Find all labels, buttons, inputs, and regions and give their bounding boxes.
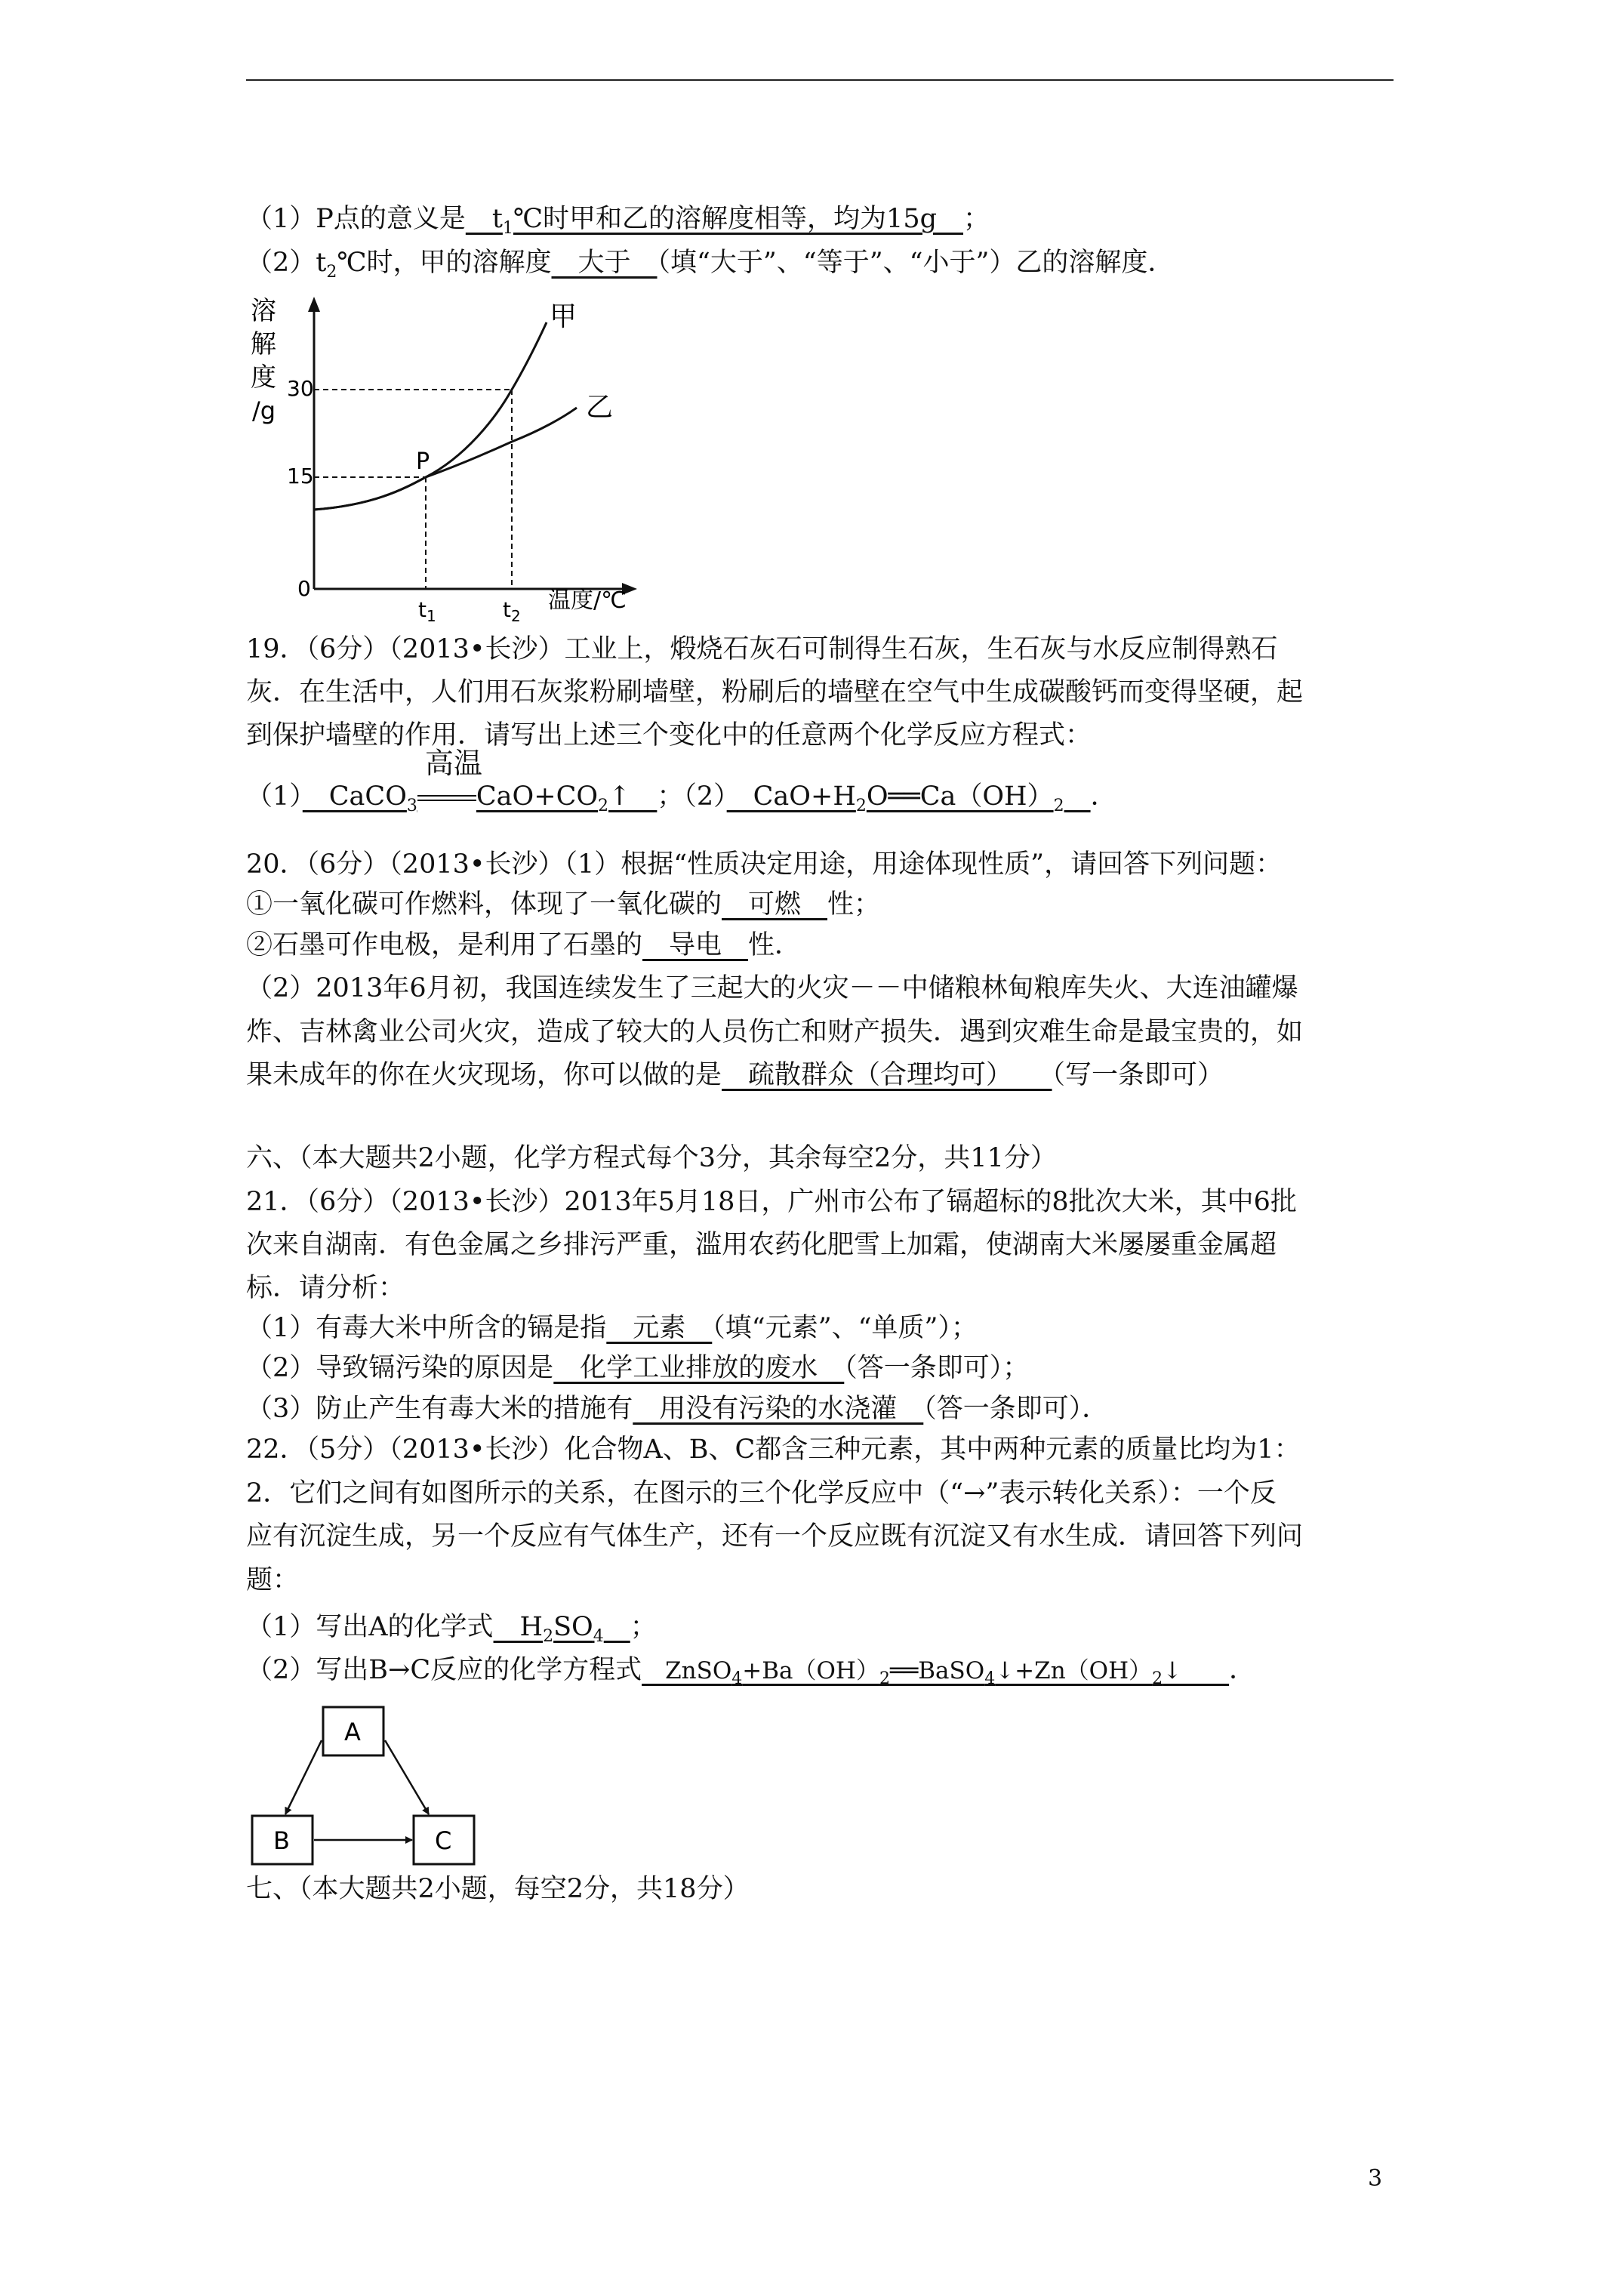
arrow-a-to-c bbox=[385, 1740, 429, 1814]
q21-line4: （1）有毒大米中所含的镉是指 元素 （填“元素”、“单质”）； bbox=[246, 1313, 978, 1343]
q19-equations: （1） CaCO$_3$ 高温 $CaO+CO_2↑$ ；（2） $CaO+H_2O══Ca(OH)_2$ ． bbox=[246, 747, 1117, 815]
q18-answer-2: 大于 bbox=[551, 248, 658, 278]
q20-line4: （2）2013年6月初，我国连续发生了三起大的火灾－－中储粮林甸粮库失火、大连油罐爆 bbox=[246, 973, 1298, 1003]
q19-line3: 到保护墙壁的作用．请写出上述三个变化中的任意两个化学反应方程式： bbox=[246, 720, 1092, 750]
box-a-label: A bbox=[344, 1718, 361, 1746]
ytick-15: 15 bbox=[287, 464, 314, 488]
condition-high-temp: 高温 bbox=[424, 747, 482, 780]
q22-line6: （2）写出B→C反应的化学方程式 $ZnSO_4+Ba(OH)_2══BaSO_4↓+Zn(OH)_2↓$ ． bbox=[246, 1655, 1256, 1689]
ylabel-char-2: 解 bbox=[251, 329, 276, 359]
q21-answer-1: 元素 bbox=[606, 1313, 713, 1343]
arrow-a-to-b bbox=[285, 1740, 322, 1814]
q19-answer-2: $CaO+H_2O══Ca(OH)_2$ bbox=[726, 781, 1064, 815]
y-axis-label bbox=[251, 296, 276, 425]
ylabel-char-3: 度 bbox=[251, 362, 276, 393]
q21-line3: 标．请分析： bbox=[246, 1273, 405, 1303]
q20-answer-1: 可燃 bbox=[722, 889, 828, 920]
xtick-t1: $t_1$ bbox=[418, 597, 436, 625]
x-axis-label: 温度/℃ bbox=[548, 587, 627, 614]
ylabel-char-1: 溶 bbox=[251, 296, 276, 326]
q20-line1: 20．（6分）（2013•长沙）（1）根据“性质决定用途，用途体现性质”，请回答下列问题： bbox=[246, 849, 1283, 880]
q21-answer-3: 用没有污染的水浇灌 bbox=[633, 1394, 924, 1424]
q20-line3: ②石墨可作电极，是利用了石墨的 导电 性． bbox=[246, 930, 802, 960]
q21-line1: 21．（6分）（2013•长沙）2013年5月18日，广州市公布了镉超标的8批次大米，其中6批 bbox=[246, 1187, 1297, 1217]
q20-line5: 炸、吉林禽业公司火灾，造成了较大的人员伤亡和财产损失．遇到灾难生命是最宝贵的，如 bbox=[246, 1017, 1304, 1047]
q18-line2: $(2)t_2℃$时，甲的溶解度 大于 （填“大于”、“等于”、“小于”）乙的溶解度． bbox=[246, 248, 1175, 282]
q22-answer-2: $ZnSO_4+Ba(OH)_2══BaSO_4↓+Zn(OH)_2↓$ bbox=[642, 1657, 1230, 1689]
q20-answer-3: 疏散群众（合理均可） bbox=[722, 1060, 1052, 1090]
q18-line1: （1）P点的意义是 $t_1℃$时甲和乙的溶解度相等，均为15g ； bbox=[246, 204, 990, 238]
abc-diagram bbox=[246, 1703, 495, 1869]
q18-answer-1: $t_1℃$时甲和乙的溶解度相等，均为15g bbox=[465, 204, 964, 238]
q19-line1: 19．（6分）（2013•长沙）工业上，煅烧石灰石可制得生石灰，生石灰与水反应制得熟石 bbox=[246, 634, 1278, 664]
ylabel-char-4: /g bbox=[252, 396, 276, 425]
q22-line1: 22．（5分）（2013•长沙）化合物A、B、C都含三种元素，其中两种元素的质量比均为1： bbox=[246, 1435, 1301, 1465]
header-rule bbox=[246, 79, 1394, 81]
xtick-t2: $t_2$ bbox=[503, 597, 521, 625]
q20-line2: ①一氧化碳可作燃料，体现了一氧化碳的 可燃 性； bbox=[246, 889, 881, 920]
q22-line2: 2．它们之间有如图所示的关系，在图示的三个化学反应中（“→”表示转化关系）：一个反 bbox=[246, 1478, 1277, 1509]
q21-answer-2: 化学工业排放的废水 bbox=[553, 1353, 845, 1383]
ytick-30: 30 bbox=[287, 376, 314, 401]
q21-line5: （2）导致镉污染的原因是 化学工业排放的废水 （答一条即可）； bbox=[246, 1353, 1030, 1383]
point-p-label: P bbox=[416, 448, 430, 475]
y-axis-arrow bbox=[308, 297, 320, 312]
q22-line4: 题： bbox=[246, 1565, 300, 1595]
series-label-yi: 乙 bbox=[586, 392, 614, 423]
box-c-label: C bbox=[435, 1826, 452, 1855]
q19-answer-1: CaCO$_3$ bbox=[302, 781, 417, 815]
q21-line2: 次来自湖南．有色金属之乡排污严重，滥用农药化肥雪上加霜，使湖南大米屡屡重金属超 bbox=[246, 1230, 1277, 1260]
reaction-equals bbox=[417, 795, 476, 801]
section-7-heading: 七、（本大题共2小题，每空2分，共18分） bbox=[246, 1874, 750, 1904]
q19-line2: 灰．在生活中，人们用石灰浆粉刷墙壁，粉刷后的墙壁在空气中生成碳酸钙而变得坚硬，起 bbox=[246, 677, 1304, 707]
q22-line5: （1）写出A的化学式 $H_2SO_4$ ； bbox=[246, 1612, 657, 1646]
q22-answer-1: $H_2SO_4$ bbox=[493, 1612, 604, 1646]
q21-line6: （3）防止产生有毒大米的措施有 用没有污染的水浇灌 （答一条即可）． bbox=[246, 1394, 1109, 1424]
series-label-jia: 甲 bbox=[550, 301, 577, 332]
q22-line3: 应有沉淀生成，另一个反应有气体生产，还有一个反应既有沉淀又有水生成．请回答下列问 bbox=[246, 1521, 1304, 1552]
section-6-heading: 六、（本大题共2小题，化学方程式每个3分，其余每空2分，共11分） bbox=[246, 1143, 1057, 1173]
box-b-label: B bbox=[273, 1826, 290, 1855]
origin-label: 0 bbox=[297, 576, 311, 601]
curve-yi bbox=[314, 408, 577, 510]
page-number: 3 bbox=[1368, 2165, 1383, 2192]
q20-answer-2: 导电 bbox=[642, 930, 749, 960]
solubility-chart bbox=[246, 291, 654, 625]
q20-line6: 果未成年的你在火灾现场，你可以做的是 疏散群众（合理均可） （写一条即可） bbox=[246, 1060, 1224, 1090]
